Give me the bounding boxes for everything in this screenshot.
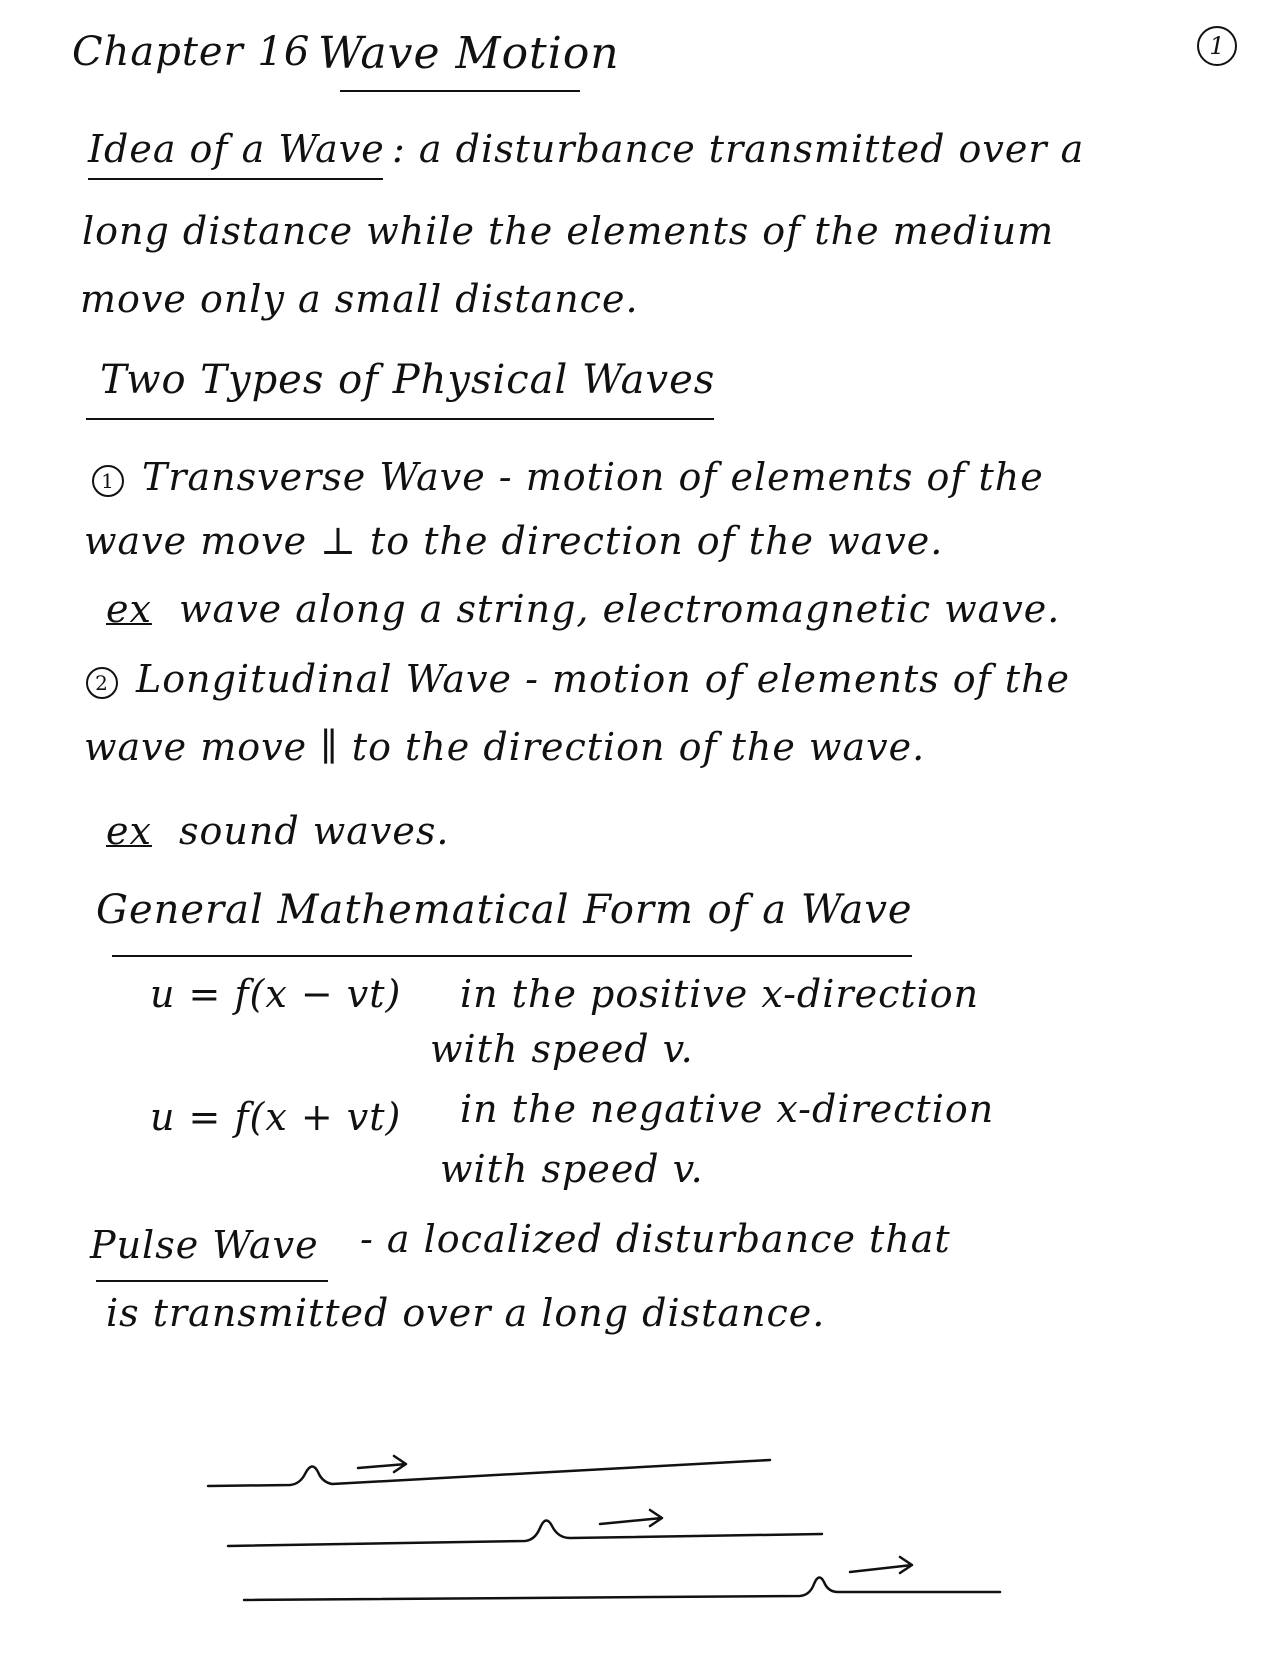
longitudinal-example-label: ex bbox=[106, 809, 152, 853]
chapter-topic: Wave Motion bbox=[318, 28, 620, 79]
idea-line1: : a disturbance transmitted over a bbox=[392, 127, 1085, 171]
page-number: 1 bbox=[1197, 26, 1237, 66]
idea-label: Idea of a Wave bbox=[88, 127, 385, 171]
negative-description: in the negative x-direction bbox=[460, 1087, 995, 1131]
negative-equation: u = f(x + vt) bbox=[150, 1095, 402, 1139]
topic-underline bbox=[340, 90, 580, 92]
transverse-line1 bbox=[92, 455, 1044, 499]
math-heading-underline bbox=[112, 955, 912, 957]
transverse-text1: Transverse Wave - motion of elements of the bbox=[142, 455, 1044, 499]
longitudinal-example bbox=[106, 809, 450, 853]
pulse-arrow-2 bbox=[600, 1510, 662, 1526]
transverse-example-label: ex bbox=[106, 587, 152, 631]
chapter-label: Chapter 16 bbox=[72, 29, 311, 75]
pulse-line-1 bbox=[208, 1460, 770, 1486]
longitudinal-line1 bbox=[86, 657, 1071, 701]
pulse-line-2 bbox=[228, 1520, 822, 1546]
transverse-example-text: wave along a string, electromagnetic wave. bbox=[179, 587, 1061, 631]
positive-description: in the positive x-direction bbox=[460, 972, 980, 1016]
pulse-line1: - a localized disturbance that bbox=[360, 1217, 951, 1261]
longitudinal-number: 2 bbox=[86, 667, 118, 699]
math-heading: General Mathematical Form of a Wave bbox=[96, 887, 913, 933]
types-heading: Two Types of Physical Waves bbox=[100, 357, 716, 403]
idea-line3: move only a small distance. bbox=[80, 277, 639, 321]
types-heading-underline bbox=[86, 418, 714, 420]
pulse-sketch bbox=[0, 1400, 1280, 1650]
longitudinal-example-text: sound waves. bbox=[179, 809, 450, 853]
longitudinal-text1: Longitudinal Wave - motion of elements of the bbox=[136, 657, 1071, 701]
pulse-line2: is transmitted over a long distance. bbox=[106, 1291, 826, 1335]
negative-speed: with speed v. bbox=[440, 1147, 704, 1191]
idea-line2: long distance while the elements of the medium bbox=[82, 209, 1055, 253]
pulse-line-3 bbox=[244, 1577, 1000, 1600]
transverse-line2: wave move ⊥ to the direction of the wave. bbox=[84, 519, 944, 563]
pulse-arrow-3 bbox=[850, 1557, 912, 1573]
transverse-number: 1 bbox=[92, 465, 124, 497]
pulse-label: Pulse Wave bbox=[90, 1223, 319, 1267]
pulse-arrow-1 bbox=[358, 1456, 406, 1472]
pulse-label-underline bbox=[96, 1280, 328, 1282]
positive-speed: with speed v. bbox=[430, 1027, 694, 1071]
transverse-example bbox=[106, 587, 1061, 631]
positive-equation: u = f(x − vt) bbox=[150, 972, 402, 1016]
longitudinal-line2: wave move ∥ to the direction of the wave. bbox=[84, 725, 926, 769]
idea-underline bbox=[88, 178, 383, 180]
